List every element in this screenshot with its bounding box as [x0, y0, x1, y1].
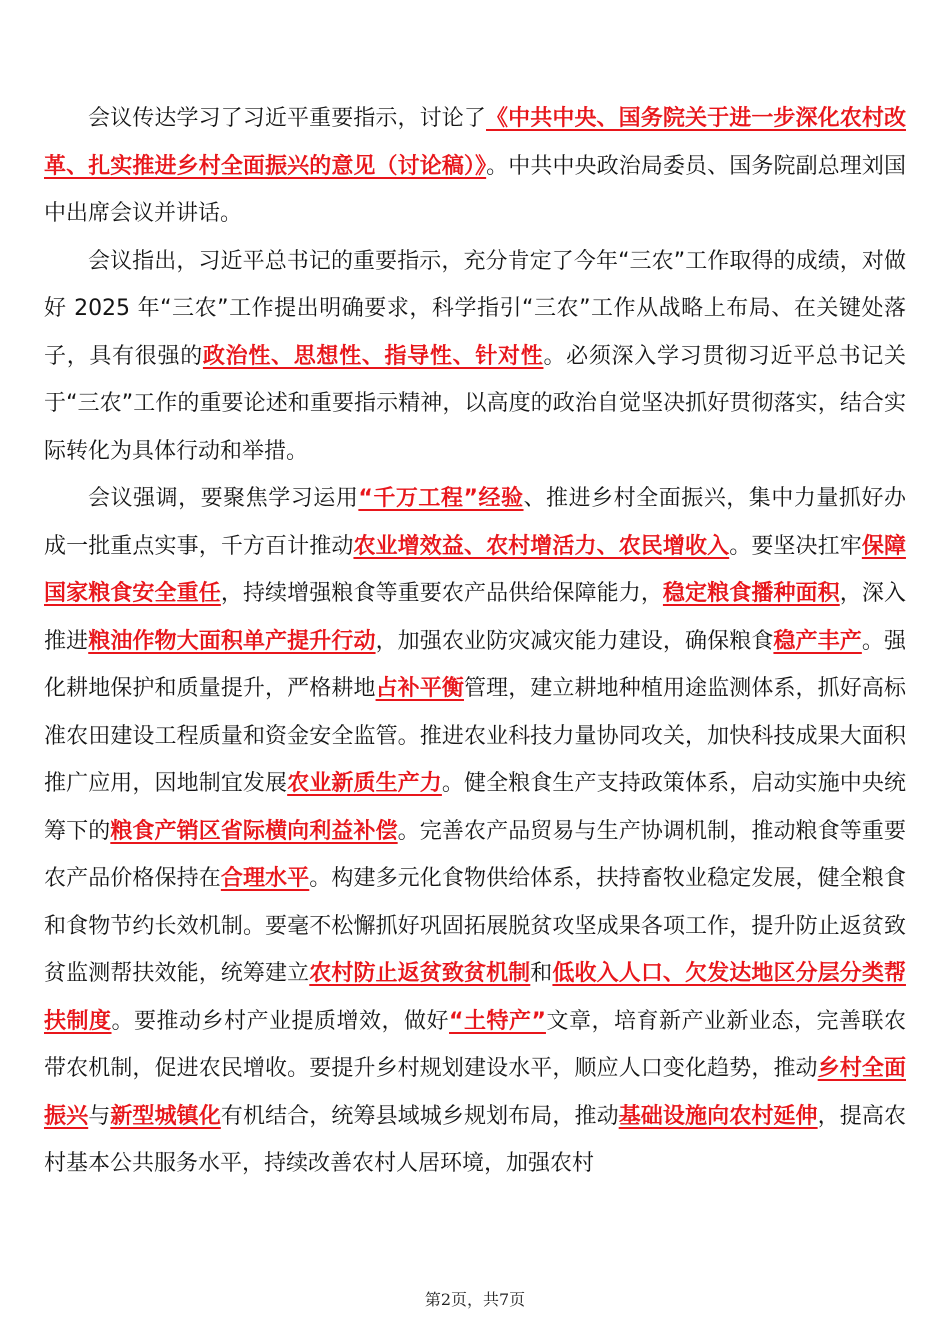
text-run: 。要坚决扛牢 — [729, 533, 862, 559]
document-body — [44, 95, 906, 1188]
highlighted-phrase: “千万工程”经验 — [358, 486, 524, 511]
highlighted-phrase: 政治性、思想性、指导性、针对性 — [202, 343, 544, 369]
paragraph-1 — [44, 95, 906, 238]
text-run: 。健全粮食生产支持政策体系，启动实施中央统筹下的 — [44, 771, 906, 844]
highlighted-phrase: 新型城镇化 — [110, 1103, 221, 1129]
text-run: 管理，建立耕地种植用途监测体系，抓好高标准农田建设工程质量和资金安全监管。推进农业科技力量协同攻关，加快科技成果大面积推广应用，因地制宜发展 — [44, 676, 906, 796]
highlighted-phrase: 乡村全面振兴 — [44, 1056, 906, 1129]
text-run: 与 — [88, 1103, 111, 1129]
highlighted-phrase: 保障国家粮食安全重任 — [44, 533, 906, 606]
text-run: ，持续增强粮食等重要农产品供给保障能力， — [220, 581, 663, 606]
text-run: 。必须深入学习贯彻习近平总书记关于“三农”工作的重要论述和重要指示精神，以高度的政治自觉坚决抓好贯彻落实，结合实际转化为具体行动和举措。 — [44, 343, 906, 464]
text-run: 和 — [530, 961, 553, 986]
text-run: ，深入推进 — [44, 581, 906, 654]
text-run: 、推进乡村全面振兴，集中力量抓好办成一批重点实事，千方百计推动 — [44, 486, 906, 559]
highlighted-phrase: 农业增效益、农村增活力、农民增收入 — [353, 533, 730, 559]
highlighted-phrase: 低收入人口、欠发达地区分层分类帮扶制度 — [44, 961, 906, 1034]
page-footer — [0, 1287, 950, 1310]
text-run: 会议传达学习了习近平重要指示，讨论了 — [88, 106, 486, 131]
text-run: 会议强调，要聚焦学习运用 — [88, 486, 359, 511]
highlighted-phrase: 粮食产销区省际横向利益补偿 — [110, 818, 398, 844]
highlighted-phrase: 占补平衡 — [375, 676, 464, 701]
text-run: 会议指出，习近平总书记的重要指示，充分肯定了今年“三农”工作取得的成绩，对做好 2025 年“三农”工作提出明确要求，科学指引“三农”工作从战略上布局、在关键处落子，具有很强的 — [44, 248, 906, 369]
page-number: 第2页，共7页 — [424, 1290, 526, 1309]
text-run: ，加强农业防灾减灾能力建设，确保粮食 — [375, 628, 774, 654]
highlighted-phrase: 农业新质生产力 — [287, 771, 442, 796]
highlighted-phrase: 稳产丰产 — [773, 628, 862, 654]
highlighted-phrase: 《中共中央、国务院关于进一步深化农村改革、扎实推进乡村全面振兴的意见（讨论稿）》 — [44, 106, 906, 179]
highlighted-phrase: 稳定粮食播种面积 — [662, 581, 840, 606]
paragraph-3 — [44, 475, 906, 1188]
highlighted-phrase: 农村防止返贫致贫机制 — [309, 961, 531, 986]
paragraph-2 — [44, 238, 906, 476]
text-run: 。强化耕地保护和质量提升，严格耕地 — [44, 628, 906, 701]
text-run: ，提高农村基本公共服务水平，持续改善农村人居环境，加强农村 — [44, 1103, 906, 1176]
text-run: 。要推动乡村产业提质增效，做好 — [111, 1008, 450, 1034]
text-run: 。构建多元化食物供给体系，扶持畜牧业稳定发展，健全粮食和食物节约长效机制。要毫不松懈抓好巩固拓展脱贫攻坚成果各项工作，提升防止返贫致贫监测帮扶效能，统筹建立 — [44, 866, 906, 986]
highlighted-phrase: 粮油作物大面积单产提升行动 — [88, 628, 376, 654]
text-run: 有机结合，统筹县域城乡规划布局，推动 — [220, 1103, 619, 1129]
text-run: 。中共中央政治局委员、国务院副总理刘国中出席会议并讲话。 — [44, 153, 906, 226]
text-run: 。完善农产品贸易与生产协调机制，推动粮食等重要农产品价格保持在 — [44, 818, 906, 891]
highlighted-phrase: “土特产” — [449, 1008, 546, 1034]
highlighted-phrase: 合理水平 — [220, 866, 310, 891]
text-run: 文章，培育新产业新业态，完善联农带农机制，促进农民增收。要提升乡村规划建设水平，顺应人口变化趋势，推动 — [44, 1008, 906, 1081]
highlighted-phrase: 基础设施向农村延伸 — [618, 1103, 818, 1129]
